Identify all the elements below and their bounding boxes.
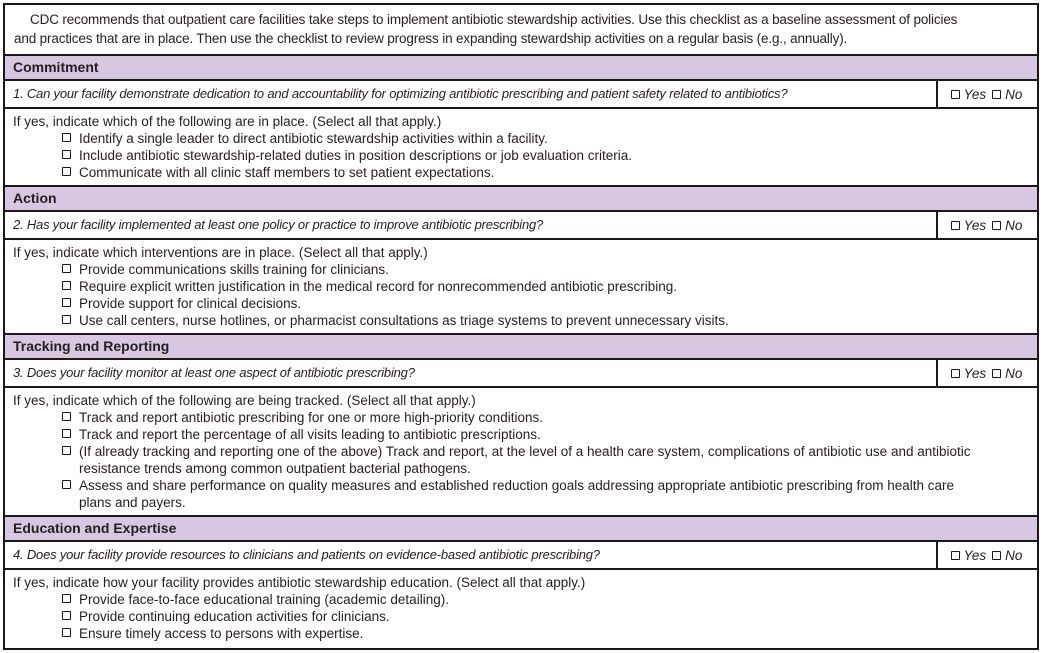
checkbox-icon[interactable] [62, 315, 71, 324]
intro-line-1: CDC recommends that outpatient care facilities take steps to implement antibiotic stewardship activities. Use this checklist as a baseline assessment of policies [30, 12, 958, 27]
yes-checkbox-icon[interactable] [951, 90, 960, 99]
yes-label: Yes [963, 547, 987, 563]
checkbox-icon[interactable] [62, 628, 71, 637]
ifyes-block [5, 570, 1037, 646]
section-header [5, 517, 1037, 542]
checkbox-icon[interactable] [62, 167, 71, 176]
checklist-items [62, 409, 989, 511]
checkbox-icon[interactable] [62, 281, 71, 290]
checkbox-icon[interactable] [62, 298, 71, 307]
section-title: Commitment [13, 59, 99, 75]
checklist-item-label: Ensure timely access to persons with expertise. [79, 626, 364, 641]
checklist-item [62, 426, 989, 443]
yes-label: Yes [963, 86, 987, 102]
checklist-item [62, 443, 989, 477]
ifyes-block [5, 109, 1037, 187]
checklist-item [62, 409, 989, 426]
no-label: No [1005, 217, 1023, 233]
checklist-item-label: Provide support for clinical decisions. [79, 296, 302, 311]
checklist-item-label: Identify a single leader to direct antibiotic stewardship activities within a facility. [79, 131, 548, 146]
checklist-section [5, 187, 1037, 335]
yes-label: Yes [963, 365, 987, 381]
checklist-section [5, 335, 1037, 517]
checklist-item-label: Provide continuing education activities for clinicians. [79, 609, 390, 624]
checklist-items [62, 591, 989, 642]
checkbox-icon[interactable] [62, 429, 71, 438]
question-text: 1. Can your facility demonstrate dedication to and accountability for optimizing antibiotic prescribing and patient safety related to antibiotics? [13, 86, 788, 101]
yes-no-cell [936, 81, 1037, 107]
no-checkbox-icon[interactable] [992, 369, 1001, 378]
intro-paragraph [5, 5, 1037, 56]
ifyes-block [5, 388, 1037, 517]
checklist-item [62, 278, 989, 295]
no-label: No [1005, 547, 1023, 563]
checklist-item-label: Provide communications skills training for clinicians. [79, 262, 389, 277]
no-label: No [1005, 365, 1023, 381]
checklist-section [5, 56, 1037, 187]
checklist-item [62, 130, 989, 147]
checklist-item [62, 625, 989, 642]
checklist-item-label: Require explicit written justification in the medical record for nonrecommended antibiotic prescribing. [79, 279, 678, 294]
checklist-item [62, 261, 989, 278]
checklist-item [62, 608, 989, 625]
checkbox-icon[interactable] [62, 611, 71, 620]
section-header [5, 56, 1037, 81]
checklist-item [62, 295, 989, 312]
checklist-item [62, 591, 989, 608]
checklist-item [62, 312, 989, 329]
question-text: 3. Does your facility monitor at least one aspect of antibiotic prescribing? [13, 365, 415, 380]
checklist-section [5, 517, 1037, 646]
checkbox-icon[interactable] [62, 150, 71, 159]
yes-checkbox-icon[interactable] [951, 221, 960, 230]
section-title: Tracking and Reporting [13, 338, 170, 354]
checklist-item-label: Track and report the percentage of all visits leading to antibiotic prescriptions. [79, 427, 541, 442]
question-row [5, 360, 1037, 388]
ifyes-intro: If yes, indicate which of the following are in place. (Select all that apply.) [13, 114, 442, 129]
yes-checkbox-icon[interactable] [951, 369, 960, 378]
section-header [5, 187, 1037, 212]
question-row [5, 81, 1037, 109]
checkbox-icon[interactable] [62, 446, 71, 455]
checklist-item-label: (If already tracking and reporting one of the above) Track and report, at the level of a health care system, complications of antibiotic use and antibiotic resistance trends among common outpatient bacterial pathogens. [79, 444, 971, 476]
question-text: 2. Has your facility implemented at least one policy or practice to improve antibiotic prescribing? [13, 217, 544, 232]
checklist-item [62, 164, 989, 181]
intro-line-2: and practices that are in place. Then use the checklist to review progress in expanding stewardship activities on a regular basis (e.g., annually). [14, 31, 848, 46]
checklist-item-label: Track and report antibiotic prescribing for one or more high-priority conditions. [79, 410, 543, 425]
ifyes-intro: If yes, indicate how your facility provides antibiotic stewardship education. (Select all that apply.) [13, 575, 586, 590]
checklist-items [62, 261, 989, 329]
checkbox-icon[interactable] [62, 133, 71, 142]
no-label: No [1005, 86, 1023, 102]
checkbox-icon[interactable] [62, 412, 71, 421]
yes-checkbox-icon[interactable] [951, 551, 960, 560]
yes-no-cell [936, 212, 1037, 238]
checklist-item-label: Communicate with all clinic staff members to set patient expectations. [79, 165, 495, 180]
checklist-item [62, 477, 989, 511]
section-header [5, 335, 1037, 360]
question-text: 4. Does your facility provide resources to clinicians and patients on evidence-based antibiotic prescribing? [13, 547, 600, 562]
yes-no-cell [936, 542, 1037, 568]
section-title: Action [13, 190, 57, 206]
sections-container [5, 56, 1037, 646]
checkbox-icon[interactable] [62, 480, 71, 489]
checklist-document [3, 3, 1039, 650]
yes-no-cell [936, 360, 1037, 386]
question-row [5, 542, 1037, 570]
checklist-item-label: Assess and share performance on quality measures and established reduction goals addressing appropriate antibiotic prescribing from health care plans and payers. [79, 478, 954, 510]
checkbox-icon[interactable] [62, 594, 71, 603]
checklist-item-label: Provide face-to-face educational training (academic detailing). [79, 592, 449, 607]
section-title: Education and Expertise [13, 520, 177, 536]
no-checkbox-icon[interactable] [992, 551, 1001, 560]
checkbox-icon[interactable] [62, 264, 71, 273]
ifyes-intro: If yes, indicate which of the following are being tracked. (Select all that apply.) [13, 393, 476, 408]
checklist-items [62, 130, 989, 181]
ifyes-intro: If yes, indicate which interventions are in place. (Select all that apply.) [13, 245, 428, 260]
checklist-item [62, 147, 989, 164]
question-row [5, 212, 1037, 240]
ifyes-block [5, 240, 1037, 335]
yes-label: Yes [963, 217, 987, 233]
no-checkbox-icon[interactable] [992, 90, 1001, 99]
no-checkbox-icon[interactable] [992, 221, 1001, 230]
checklist-item-label: Use call centers, nurse hotlines, or pharmacist consultations as triage systems to prevent unnecessary visits. [79, 313, 729, 328]
checklist-item-label: Include antibiotic stewardship-related duties in position descriptions or job evaluation criteria. [79, 148, 633, 163]
